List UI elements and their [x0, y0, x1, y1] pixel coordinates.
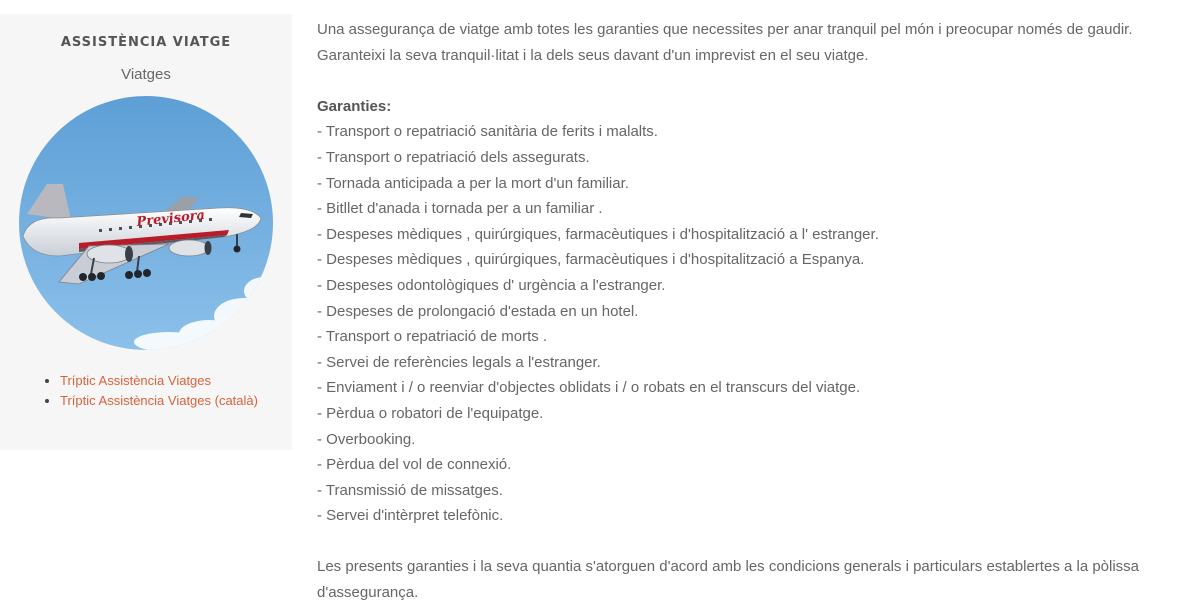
triptic-link[interactable]: Tríptic Assistència Viatges — [60, 373, 212, 388]
documents-list — [45, 371, 258, 411]
airplane-photo — [19, 96, 273, 350]
guarantee-item: - Despeses mèdiques , quirúrgiques, farmacèutiques i d'hospitalització a Espanya. — [317, 251, 865, 269]
guarantee-item: - Transport o repatriació de morts . — [317, 328, 548, 346]
product-card — [0, 14, 292, 450]
guarantees-heading: Garanties: — [317, 97, 392, 115]
guarantee-item: - Transport o repatriació sanitària de ferits i malalts. — [317, 123, 658, 141]
guarantee-item: - Overbooking. — [317, 430, 416, 448]
guarantee-item: - Despeses odontològiques d' urgència a l'estranger. — [317, 276, 666, 294]
guarantee-item: - Servei de referències legals a l'estranger. — [317, 353, 601, 371]
guarantee-item: - Enviament i / o reenviar d'objectes oblidats i / o robats en el transcurs del viatge. — [317, 379, 861, 397]
guarantee-item: - Despeses de prolongació d'estada en un hotel. — [317, 302, 639, 320]
document-item — [60, 371, 258, 391]
intro-line-1: Una assegurança de viatge amb totes les garanties que necessites per anar tranquil pel món i preocupar només de gaudir. — [317, 21, 1133, 38]
engine-right — [169, 240, 209, 256]
outro-paragraph: Les presents garanties i la seva quantia s'atorguen d'acord amb les condicions generals i particulars establertes a la pòlissa d'assegurança. — [317, 558, 1140, 602]
guarantees-list — [317, 119, 1167, 529]
guarantee-item: - Pèrdua o robatori de l'equipatge. — [317, 404, 544, 422]
product-title: ASSISTÈNCIA VIATGE — [60, 35, 232, 50]
guarantee-item: - Transport o repatriació dels assegurats. — [317, 148, 590, 166]
triptic-catala-link[interactable]: Tríptic Assistència Viatges (català) — [60, 393, 258, 408]
airplane-illustration — [19, 96, 273, 350]
product-category: Viatges — [121, 66, 171, 83]
guarantee-item: - Pèrdua del vol de connexió. — [317, 456, 512, 474]
intro-paragraph — [317, 17, 1167, 68]
guarantee-item: - Despeses mèdiques , quirúrgiques, farmacèutiques i d'hospitalització a l' estranger. — [317, 225, 879, 243]
product-description — [317, 17, 1167, 606]
guarantee-item: - Transmissió de missatges. — [317, 481, 503, 499]
guarantee-item: - Bitllet d'anada i tornada per a un familiar . — [317, 200, 603, 218]
document-item — [60, 391, 258, 411]
guarantee-item: - Servei d'intèrpret telefònic. — [317, 507, 504, 525]
airline-logo-text: Previsora — [135, 207, 206, 230]
guarantee-item: - Tornada anticipada a per la mort d'un familiar. — [317, 174, 629, 192]
intro-line-2: Garanteixi la seva tranquil·litat i la dels seus davant d'un imprevist en el seu viatge. — [317, 46, 869, 64]
